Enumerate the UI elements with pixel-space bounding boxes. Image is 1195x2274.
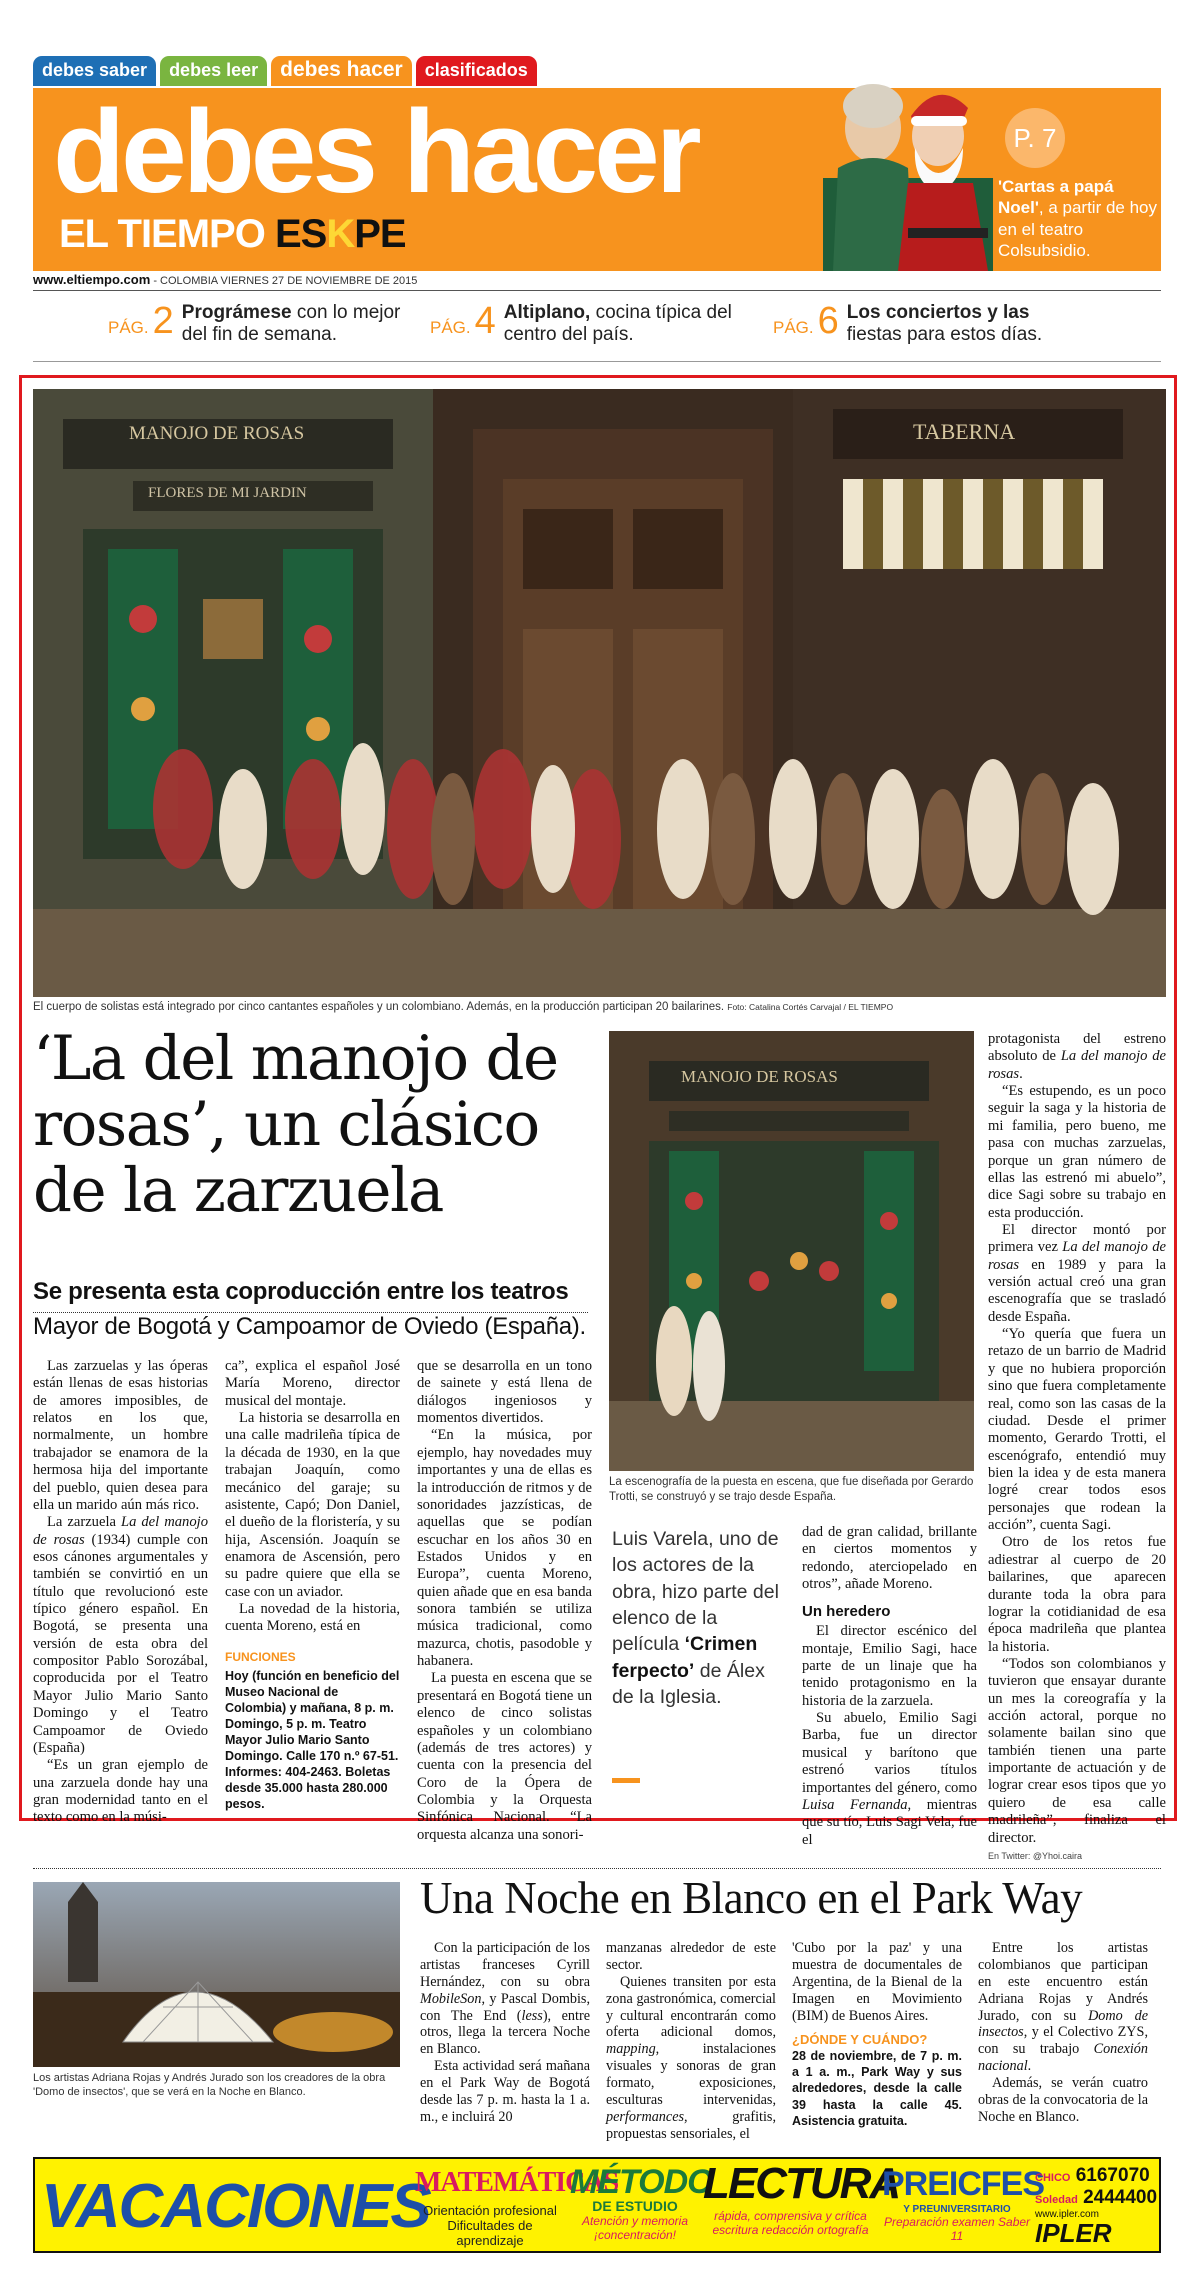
sign-manojo-small: MANOJO DE ROSAS <box>681 1067 838 1086</box>
teaser-pag-label: PÁG. <box>773 318 814 337</box>
ad-lectura-sub1: rápida, comprensiva y crítica <box>714 2209 867 2223</box>
ad-chico-phone[interactable]: 6167070 <box>1075 2165 1150 2186</box>
pull-bar <box>612 1778 640 1783</box>
work-title: La del manojo de rosas <box>988 1239 1166 1273</box>
ad-chico-label: CHICO <box>1035 2172 1071 2184</box>
paragraph <box>33 1514 208 1757</box>
column-3 <box>417 1358 592 1844</box>
term: performances <box>606 2108 685 2125</box>
text: protagonista del estreno absoluto de <box>988 1031 1166 1065</box>
paragraph: La historia se desarrolla en una calle madrileña típica de la década de 1930, en la que trabajan Joaquín, como mecánico del garaje; su asistente, Capó; Don Daniel, el dueño de la floristería, y su hija, Ascensión. Joaquín se enamora de Ascensión, pero su padre quiere que ella se case con un aviador. <box>225 1410 400 1600</box>
paragraph <box>988 1222 1166 1326</box>
work-title: Luisa Fernanda <box>802 1796 908 1813</box>
teaser-pag4[interactable] <box>430 302 744 347</box>
tab-debes-hacer[interactable]: debes hacer <box>271 56 412 86</box>
work-title: La del manojo de rosas <box>988 1048 1166 1082</box>
caption-text: El cuerpo de solistas está integrado por cinco cantantes españoles y un colombiano. Además, en la producción participan 20 bailarines. <box>33 1001 725 1013</box>
paragraph: La novedad de la historia, cuenta Moreno, está en <box>225 1601 400 1635</box>
paragraph: ca”, explica el español José María Moreno, director musical del montaje. <box>225 1358 400 1409</box>
small-photo <box>609 1031 974 1471</box>
date-text: - COLOMBIA VIERNES 27 DE NOVIEMBRE DE 2015 <box>150 275 418 287</box>
ad-lectura-sub2: escritura redacción ortografía <box>712 2223 869 2237</box>
teaser-rest: fiestas para estos días. <box>846 324 1043 346</box>
work-title: La del manojo de rosas <box>33 1514 208 1548</box>
paragraph: “Yo quería que fuera un retazo de un barrio de Madrid y que no hubiera proporción sino que fuera completamente real, como son las casas de la ciudad. Desde el primer momento, Gerardo Trotti, el escenógrafo, entendió muy bien la idea y de esta manera logré crear todos esos personajes que rodean la acción”, cuenta Sagi. <box>988 1326 1166 1534</box>
ad-matematicas <box>415 2159 619 2253</box>
ad-mat-sub1: Orientación profesional <box>423 2203 557 2218</box>
dome-illustration <box>33 1882 400 2067</box>
ad-preicfes-sub2: Preparación examen Saber 11 <box>883 2215 1031 2243</box>
ad-preicfes-title: PREICFES <box>882 2165 1045 2203</box>
teaser-page-num: 4 <box>474 300 496 342</box>
stage-illustration <box>33 389 1166 997</box>
column-5 <box>802 1524 977 1849</box>
brand-pe: PE <box>354 212 406 256</box>
teaser-bold: Los conciertos y las <box>846 302 1030 323</box>
text: ), entre otros, llega la tercera Noche en Blanco. <box>420 2007 590 2058</box>
main-photo-caption <box>33 1000 1166 1015</box>
ad-mat-title: MATEMÁTICAS <box>415 2167 619 2198</box>
feature-story <box>19 375 1177 1861</box>
promo-rest: , a partir de hoy en el teatro Colsubsidio. <box>998 198 1158 260</box>
brand-k: K <box>326 212 355 256</box>
brand-line <box>59 212 406 257</box>
ad-soledad-phone[interactable]: 2444400 <box>1083 2187 1158 2208</box>
story2-photo <box>33 1882 400 2067</box>
paragraph: manzanas alrededor de este sector. <box>606 1940 776 1973</box>
ad-metodo-sub: DE ESTUDIO <box>592 2198 678 2214</box>
paragraph <box>420 1940 590 2058</box>
teaser-bold: Prográmese <box>181 302 292 323</box>
ad-lectura-title: LECTURA <box>703 2159 900 2208</box>
story2-col2 <box>606 1940 776 2143</box>
text: Quienes transiten por esta zona gastronómica, comercial y cultural encontrarán como oferta adicional domos, <box>606 1973 776 2041</box>
ad-chico <box>1035 2165 1157 2187</box>
tab-debes-saber[interactable]: debes saber <box>33 56 156 86</box>
text: Su abuelo, Emilio Sagi Barba, fue un director musical y barítono que estrenó varios títulos importantes del género, como <box>802 1710 977 1796</box>
text: , mientras que su tío, Luis Sagi Vela, fue el <box>802 1796 977 1848</box>
site-url[interactable]: www.eltiempo.com <box>33 272 151 287</box>
ad-vacaciones-text: VACACIONES <box>41 2172 430 2241</box>
ad-mat-sub2: Dificultades de aprendizaje <box>447 2218 533 2248</box>
text: El director montó por primera vez <box>988 1221 1166 1256</box>
teaser-bold: Altiplano, <box>503 302 591 323</box>
teaser-text <box>182 302 422 347</box>
sign-manojo: MANOJO DE ROSAS <box>129 423 305 444</box>
paragraph: “Es un gran ejemplo de una zarzuela donde hay una gran modernidad tanto en el texto como en la músi- <box>33 1757 208 1826</box>
teaser-pag6[interactable] <box>773 302 1087 347</box>
ad-soledad-label: Soledad <box>1035 2194 1078 2206</box>
feature-headline: ‘La del manojo de rosas’, un clásico de la zarzuela <box>33 1023 558 1226</box>
teaser-pag-label: PÁG. <box>108 318 149 337</box>
teaser-text <box>504 302 744 347</box>
paragraph <box>988 1031 1166 1083</box>
teaser-page-num: 2 <box>152 300 174 342</box>
paragraph: La puesta en escena que se presentará en Bogotá tiene un elenco de cinco solistas españoles y un colombiano (además de tres actores) y cuenta con la presencia del Coro de la Ópera de Colombia y la Orquesta Sinfónica Nacional. “La orquesta alcanza una sonori- <box>417 1670 592 1843</box>
main-photo <box>33 389 1166 997</box>
paragraph: Las zarzuelas y las óperas están llenas de esas historias de amores imposibles, de relatos en los que, normalmente, un hombre trabajador se enamora de la hermosa hija del importante del pueblo, quien desea para ella un marido aún más rico. <box>33 1358 208 1513</box>
story2-headline: Una Noche en Blanco en el Park Way <box>420 1873 1083 1923</box>
story2-col1 <box>420 1940 590 2126</box>
promo-text <box>998 176 1158 261</box>
teaser-rule <box>33 361 1161 362</box>
ad-brand-logo: IPLER <box>1035 2218 1112 2248</box>
paragraph: El director escénico del montaje, Emilio Sagi, hace parte de un linaje que ha tenido protagonismo en la historia de la zarzuela. <box>802 1623 977 1709</box>
paragraph: 'Cubo por la paz' y una muestra de documentales de Argentina, de la Bienal de la Imagen en Movimiento (BIM) de Buenos Aires. <box>792 1940 962 2024</box>
teaser-page-num: 6 <box>817 300 839 342</box>
teaser-text <box>847 302 1087 347</box>
paragraph <box>606 1974 776 2143</box>
scenery-illustration <box>609 1031 974 1471</box>
tab-debes-leer[interactable]: debes leer <box>160 56 267 86</box>
ad-metodo <box>570 2159 713 2253</box>
text: , y el Colectivo ZYS, con su trabajo <box>978 2024 1148 2058</box>
work-title: Domo de insectos <box>978 2007 1148 2041</box>
text: Con la participación de los artistas franceses Cyrill Hernández, con su obra <box>420 1940 590 1990</box>
section-title: debes hacer <box>53 86 698 218</box>
donde-cuando-text: 28 de noviembre, de 7 p. m. a 1 a. m., Park Way y sus alrededores, desde la calle 39 hasta la calle 45. Asistencia gratuita. <box>792 2048 962 2128</box>
pull-quote <box>612 1526 787 1710</box>
subhead-heredero: Un heredero <box>802 1603 891 1621</box>
text: La zarzuela <box>47 1514 121 1531</box>
paragraph <box>978 1940 1148 2075</box>
teaser-rest: con lo mejor del fin de semana. <box>181 302 401 346</box>
ad-lectura <box>703 2159 900 2253</box>
ad-metodo-sub3: ¡concentración! <box>593 2228 677 2242</box>
brand-eskpe <box>275 212 406 256</box>
small-photo-caption: La escenografía de la puesta en escena, que fue diseñada por Gerardo Trotti, se construyó y se trajo desde España. <box>609 1476 974 1503</box>
photo-credit: Foto: Catalina Cortés Carvajal / EL TIEMPO <box>727 1002 894 1012</box>
work-title: less <box>521 2007 543 2024</box>
brand-es: ES <box>274 212 327 256</box>
paragraph <box>802 1710 977 1849</box>
work-title: Conexión nacional <box>978 2041 1148 2075</box>
deck-bold: Se presenta esta coproducción entre los teatros <box>33 1278 569 1305</box>
text: , instalaciones visuales y sonoras de gran formato, exposiciones, esculturas intervenidas, <box>606 2041 776 2109</box>
paragraph: Otro de los retos fue adiestrar al cuerpo de 20 bailarines, que aparecen durante toda la obra para lograr la cotidianidad de esa época madrileña que plantea la historia. <box>988 1534 1166 1655</box>
paragraph: “Es estupendo, es un poco seguir la saga y la historia de mi familia, pero bueno, me pasa con muchas zarzuelas, porque un gran número de ellas las estrenó mi abuelo”, dice Sagi sobre su trabajo en esta producción. <box>988 1083 1166 1221</box>
paragraph: dad de gran calidad, brillante en ciertos momentos y redondo, aterciopelado en otros”, añade Moreno. <box>802 1524 977 1593</box>
promo-bold: 'Cartas a papá Noel' <box>998 177 1114 218</box>
sign-flores: FLORES DE MI JARDIN <box>148 485 307 501</box>
santa-photo <box>813 58 1003 271</box>
teaser-rest: cocina típica del centro del país. <box>503 302 732 346</box>
sign-taberna: TABERNA <box>913 419 1016 444</box>
ad-contact <box>1035 2159 1157 2253</box>
column-6 <box>988 1031 1166 1862</box>
page-badge[interactable]: P. 7 <box>1005 108 1065 168</box>
text: Entre los artistas colombianos que participan en este encuentro están Adriana Rojas y Andrés Jurado, con su <box>978 1940 1148 2024</box>
text: . <box>1019 1065 1023 1082</box>
story2-col4 <box>978 1940 1148 2126</box>
ipler-ad[interactable] <box>33 2157 1161 2253</box>
paragraph: “En la música, por ejemplo, hay novedades muy importantes y una de ellas es la introducción de ritmos y de sonoridades jazzísticas, de aquellas que se podían escuchar en los años 30 en Estados Unidos y en Europa”, cuenta Moreno, quien añade que en esa banda sonora también se utiliza música tradicional, como mazurca, chotis, pasodoble y habanera. <box>417 1427 592 1670</box>
paragraph: “Todos son colombianos y tuvieron que ensayar durante un mes la coreografía y la acción actoral, porque no solamente bailan sino que también tienen una parte importante de actuación y de lograr crear esos tipos que yo quiero de esa calle madrileña”, finaliza el director. <box>988 1655 1166 1846</box>
text: en 1989 y para la versión actual creó una gran escenografía que se trasladó desde España. <box>988 1256 1166 1325</box>
header-rule <box>33 290 1161 291</box>
text: , grafitis, propuestas sensoriales, el <box>606 2108 776 2142</box>
section-banner <box>33 88 1161 271</box>
teaser-pag2[interactable] <box>108 302 422 347</box>
deck-rest: Mayor de Bogotá y Campoamor de Oviedo (España). <box>33 1313 586 1340</box>
brand-eltiempo: EL TIEMPO <box>59 212 265 256</box>
donde-cuando-heading: ¿DÓNDE Y CUÁNDO? <box>792 2032 928 2048</box>
text: , y Pascal Dombis, con The End ( <box>420 1990 590 2024</box>
text: . <box>1027 2058 1032 2075</box>
ad-vacaciones <box>41 2159 430 2253</box>
ad-preicfes <box>882 2159 1045 2253</box>
story2-rule <box>33 1868 1161 1869</box>
text: (1934) cumple con esos cánones argumentales y también se convirtió en un título que revolucionó este típico género español. En Bogotá, se presenta una versión de esta obra del compositor Pablo Sorozábal, coproducida por el Teatro Mayor Julio Mario Santo Domingo y el Teatro Campoamor de Oviedo (España) <box>33 1531 208 1756</box>
teaser-pag-label: PÁG. <box>430 318 471 337</box>
twitter-handle[interactable]: En Twitter: @Yhoi.caira <box>988 1850 1083 1861</box>
funciones-text: Hoy (función en beneficio del Museo Nacional de Colombia) y mañana, 8 p. m. Domingo, 5 p. m. Teatro Mayor Julio Mario Santo Domingo. Calle 170 n.º 67-51. Informes: 404-2463. Boletas desde 35.000 hasta 280.000 pesos. <box>225 1669 400 1812</box>
pull-text-1: Luis Varela, uno de los actores de la obra, hizo parte del elenco de la película <box>612 1528 779 1656</box>
teasers <box>33 302 1161 356</box>
pull-film: ‘Crimen ferpecto’ <box>612 1633 758 1682</box>
paragraph: Además, se verán cuatro obras de la convocatoria de la Noche en Blanco. <box>978 2075 1148 2125</box>
work-title: MobileSon <box>420 1990 482 2007</box>
section-tabs <box>33 56 537 86</box>
tab-clasificados[interactable]: clasificados <box>416 56 537 86</box>
term: mapping <box>606 2041 656 2058</box>
ad-metodo-title: MÉTODO <box>570 2163 713 2201</box>
ad-soledad <box>1035 2187 1157 2209</box>
pull-text-2: de Álex de la Iglesia. <box>612 1659 765 1708</box>
story2-caption: Los artistas Adriana Rojas y Andrés Jurado son los creadores de la obra 'Domo de insectos', que se verá en la Noche en Blanco. <box>33 2072 386 2099</box>
column-1 <box>33 1358 208 1827</box>
column-2 <box>225 1358 400 1812</box>
paragraph: Esta actividad será mañana en el Park Way de Bogotá desde las 7 p. m. hasta la 1 a. m., e incluirá 20 <box>420 2058 590 2125</box>
ad-metodo-sub2: Atención y memoria <box>581 2214 689 2228</box>
story2-col3 <box>792 1940 962 2129</box>
paragraph: que se desarrolla en un tono de sainete y está llena de diálogos ingeniosos y momentos divertidos. <box>417 1358 592 1427</box>
funciones-heading: FUNCIONES <box>225 1649 296 1664</box>
ad-web[interactable]: www.ipler.com <box>1035 2209 1099 2220</box>
ad-preicfes-sub1: Y PREUNIVERSITARIO <box>903 2204 1011 2215</box>
dateline <box>33 272 417 287</box>
